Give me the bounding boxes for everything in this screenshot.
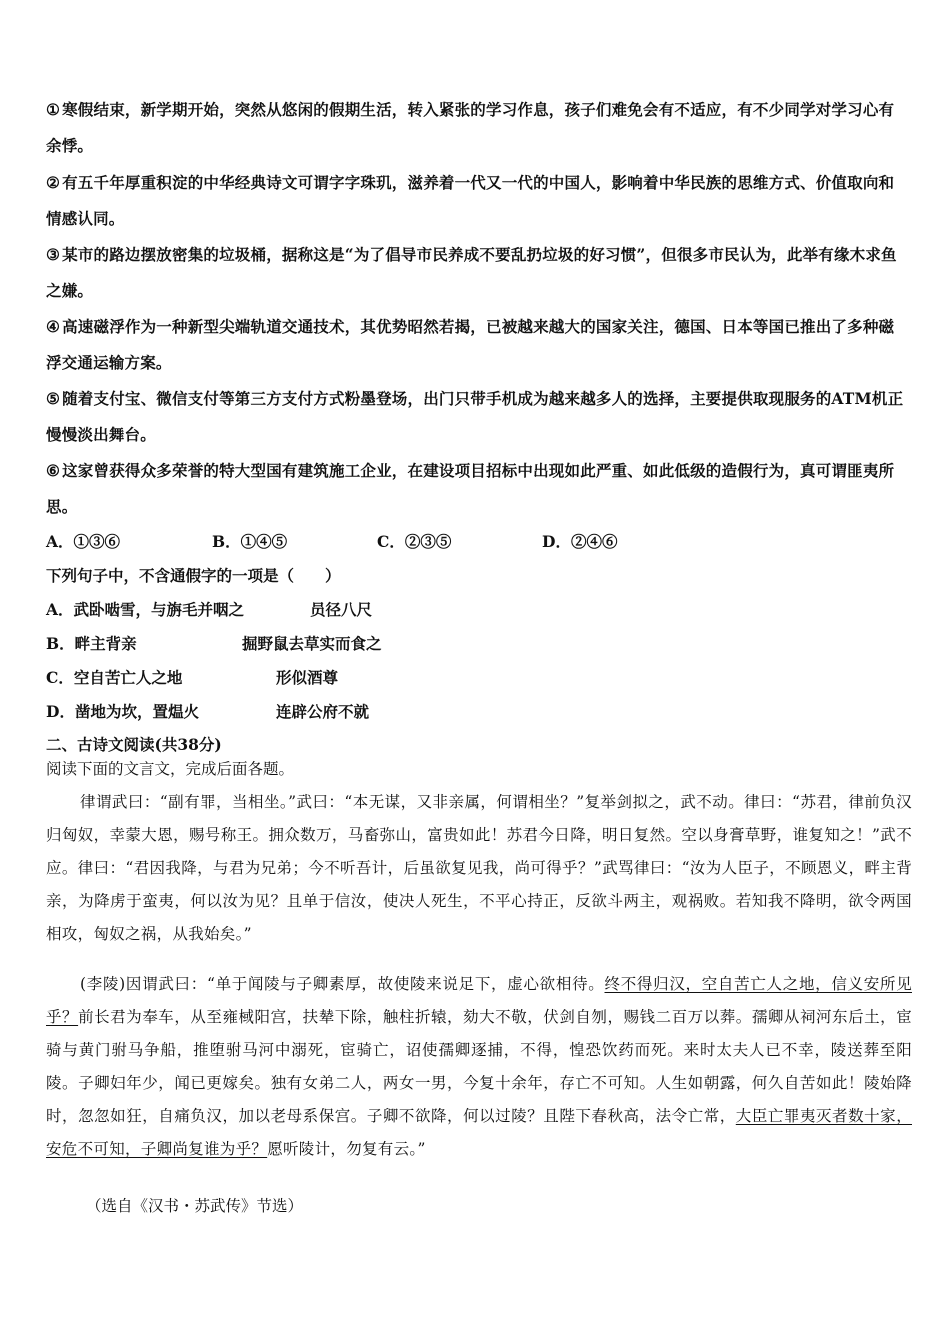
q2-stem: 下列句子中，不含通假字的一项是（ ） bbox=[46, 566, 341, 585]
q2-option-c[interactable] bbox=[46, 661, 646, 695]
statement-text: 某市的路边摆放密集的垃圾桶，据称这是“为了倡导市民养成不要乱扔垃圾的好习惯”，但很多市民认为，此举有缘木求鱼之嫌。 bbox=[46, 245, 897, 300]
statement-number: ③ bbox=[46, 245, 61, 264]
q1-option-d[interactable]: D．②④⑥ bbox=[542, 532, 618, 551]
passage-text: (李陵)因谓武曰：“单于闻陵与子卿素厚，故使陵来说足下，虚心欲相待。 bbox=[80, 975, 605, 993]
q2-option-c-second: 形似酒尊 bbox=[276, 668, 339, 687]
q2-option-a-second: 员径八尺 bbox=[310, 600, 373, 619]
statement-number: ① bbox=[46, 100, 61, 119]
statement-6 bbox=[46, 453, 908, 525]
passage-paragraph-1: 律谓武曰：“副有罪，当相坐。”武曰：“本无谋，又非亲属，何谓相坐？”复举剑拟之，武不动。律曰：“苏君，律前负汉归匈奴，幸蒙大恩，赐号称王。拥众数万，马畜弥山，富贵如此！苏君今日降，明日复然。空以身膏草野，谁复知之！”武不应。律曰：“君因我降，与君为兄弟；今不听吾计，后虽欲复见我，尚可得乎？”武骂律曰：“汝为人臣子，不顾恩义，畔主背亲，为降虏于蛮夷，何以汝为见？且单于信汝，使决人死生，不平心持正，反欲斗两主，观祸败。若知我不降明，欲令两国相攻，匈奴之祸，从我始矣。” bbox=[46, 793, 912, 943]
section-instruction: 阅读下面的文言文，完成后面各题。 bbox=[46, 760, 295, 778]
q2-option-a-label: A．武卧啮雪，与旃毛并咽之 bbox=[46, 600, 245, 619]
q2-option-d-second: 连辟公府不就 bbox=[276, 702, 370, 721]
statement-1 bbox=[46, 92, 908, 164]
statement-text: 有五千年厚重积淀的中华经典诗文可谓字字珠玑，滋养着一代又一代的中国人，影响着中华民族的思维方式、价值取向和情感认同。 bbox=[46, 173, 895, 228]
q2-option-a[interactable] bbox=[46, 593, 646, 627]
q2-option-d[interactable] bbox=[46, 695, 646, 729]
q2-option-b-label: B．畔主背亲 bbox=[46, 634, 137, 653]
passage-text: 前长君为奉车，从至雍棫阳宫，扶辇下除，触柱折辕，劾大不敬，伏剑自刎，赐钱二百万以葬。孺卿从祠河东后土，宦骑与黄门驸马争船，推堕驸马河中溺死，宦骑亡，诏使孺卿逐捕，不得，惶恐饮药而死。来时太夫人已不幸，陵送葬至阳陵。子卿妇年少，闻已更嫁矣。独有女弟二人，两女一男，今复十余年，存亡不可知。人生如朝露，何久自苦如此！陵始降时，忽忽如狂，自痛负汉，加以老母系保宫。子卿不欲降，何以过陵？且陛下春秋高，法令亡常， bbox=[46, 1008, 912, 1125]
q2-option-d-label: D．凿地为坎，置煴火 bbox=[46, 702, 199, 721]
statement-number: ④ bbox=[46, 317, 61, 336]
passage-text: 愿听陵计，勿复有云。” bbox=[267, 1140, 426, 1158]
statement-5 bbox=[46, 381, 908, 453]
statement-text: 随着支付宝、微信支付等第三方支付方式粉墨登场，出门只带手机成为越来越多人的选择，主要提供取现服务的ATM机正慢慢淡出舞台。 bbox=[46, 389, 904, 444]
passage-source: （选自《汉书・苏武传》节选） bbox=[86, 1197, 304, 1215]
statement-4 bbox=[46, 309, 908, 381]
q2-option-b[interactable] bbox=[46, 627, 646, 661]
statement-text: 这家曾获得众多荣誉的特大型国有建筑施工企业，在建设项目招标中出现如此严重、如此低级的造假行为，真可谓匪夷所思。 bbox=[46, 461, 895, 516]
underlined-sentence-2: 大臣亡罪夷灭者数十家，安危不可知，子卿尚复谁为乎？ bbox=[46, 1107, 912, 1158]
q1-options bbox=[46, 525, 746, 559]
statement-number: ⑥ bbox=[46, 461, 61, 480]
section-title: 二、古诗文阅读(共38分) bbox=[46, 735, 222, 754]
q1-option-c[interactable]: C．②③⑤ bbox=[377, 532, 452, 551]
statement-number: ② bbox=[46, 173, 61, 192]
q2-option-c-label: C．空自苦亡人之地 bbox=[46, 668, 183, 687]
statement-number: ⑤ bbox=[46, 389, 61, 408]
statement-text: 高速磁浮作为一种新型尖端轨道交通技术，其优势昭然若揭，已被越来越大的国家关注，德国、日本等国已推出了多种磁浮交通运输方案。 bbox=[46, 317, 895, 372]
passage-paragraph-2 bbox=[46, 968, 912, 1166]
underlined-sentence-1: 终不得归汉，空自苦亡人之地，信义安所见乎？ bbox=[46, 975, 912, 1026]
statement-2 bbox=[46, 165, 908, 237]
q2-option-b-second: 掘野鼠去草实而食之 bbox=[242, 634, 382, 653]
statement-text: 寒假结束，新学期开始，突然从悠闲的假期生活，转入紧张的学习作息，孩子们难免会有不适应，有不少同学对学习心有余悸。 bbox=[46, 100, 895, 155]
statement-3 bbox=[46, 237, 908, 309]
q1-option-b[interactable]: B．①④⑤ bbox=[212, 532, 288, 551]
q1-option-a[interactable]: A．①③⑥ bbox=[46, 532, 121, 551]
